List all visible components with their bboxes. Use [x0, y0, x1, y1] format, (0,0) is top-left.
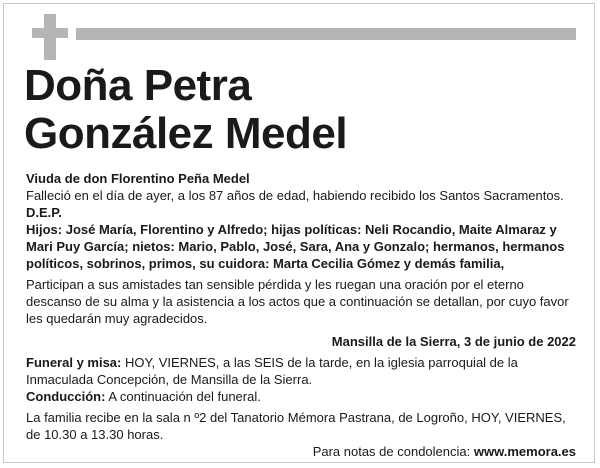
name-line-1: Doña Petra: [24, 61, 252, 110]
condolence-line: [26, 443, 576, 460]
obituary-body: [26, 170, 576, 460]
invitation-text: Participan a sus amistades tan sensible pérdida y les ruegan una oración por el eterno descanso de su alma y la asistencia a los actos que a continuación se detallan, por cuyo favor les quedarán muy agradecidos.: [26, 277, 569, 326]
conduccion-text: A continuación del funeral.: [108, 389, 261, 404]
funeral-text: HOY, VIERNES, a las SEIS de la tarde, en la iglesia parroquial de la Inmaculada Concepción, de Mansilla de la Sierra.: [26, 355, 518, 387]
header-rule: [76, 28, 576, 40]
funeral-line: [26, 354, 576, 388]
cross-icon: [32, 14, 68, 60]
condolence-link[interactable]: www.memora.es: [473, 444, 576, 459]
death-line: Falleció en el día de ayer, a los 87 años de edad, habiendo recibido los Santos Sacramentos.: [26, 188, 564, 203]
place-date: Mansilla de la Sierra, 3 de junio de 2022: [331, 334, 576, 349]
family-list: Hijos: José María, Florentino y Alfredo; hijas políticas: Neli Rocandio, Maite Almaraz y Mari Puy García; nietos: Mario, Pablo, José, Sara, Ana y Gonzalo; hermanos, hermanos políticos, sobrinos, primos, su cuidora: Marta Cecilia Gómez y demás familia,: [26, 222, 565, 271]
funeral-label: Funeral y misa:: [26, 355, 122, 370]
deceased-name: [24, 62, 347, 158]
conduccion-line: [26, 388, 576, 405]
reception-text: La familia recibe en la sala n º2 del Tanatorio Mémora Pastrana, de Logroño, HOY, VIERNES, de 10.30 a 13.30 horas.: [26, 410, 566, 442]
dep-line: D.E.P.: [26, 205, 62, 220]
condolence-label: Para notas de condolencia:: [312, 444, 471, 459]
conduccion-label: Conducción:: [26, 389, 106, 404]
widow-line: Viuda de don Florentino Peña Medel: [26, 171, 250, 186]
name-line-2: González Medel: [24, 109, 348, 158]
